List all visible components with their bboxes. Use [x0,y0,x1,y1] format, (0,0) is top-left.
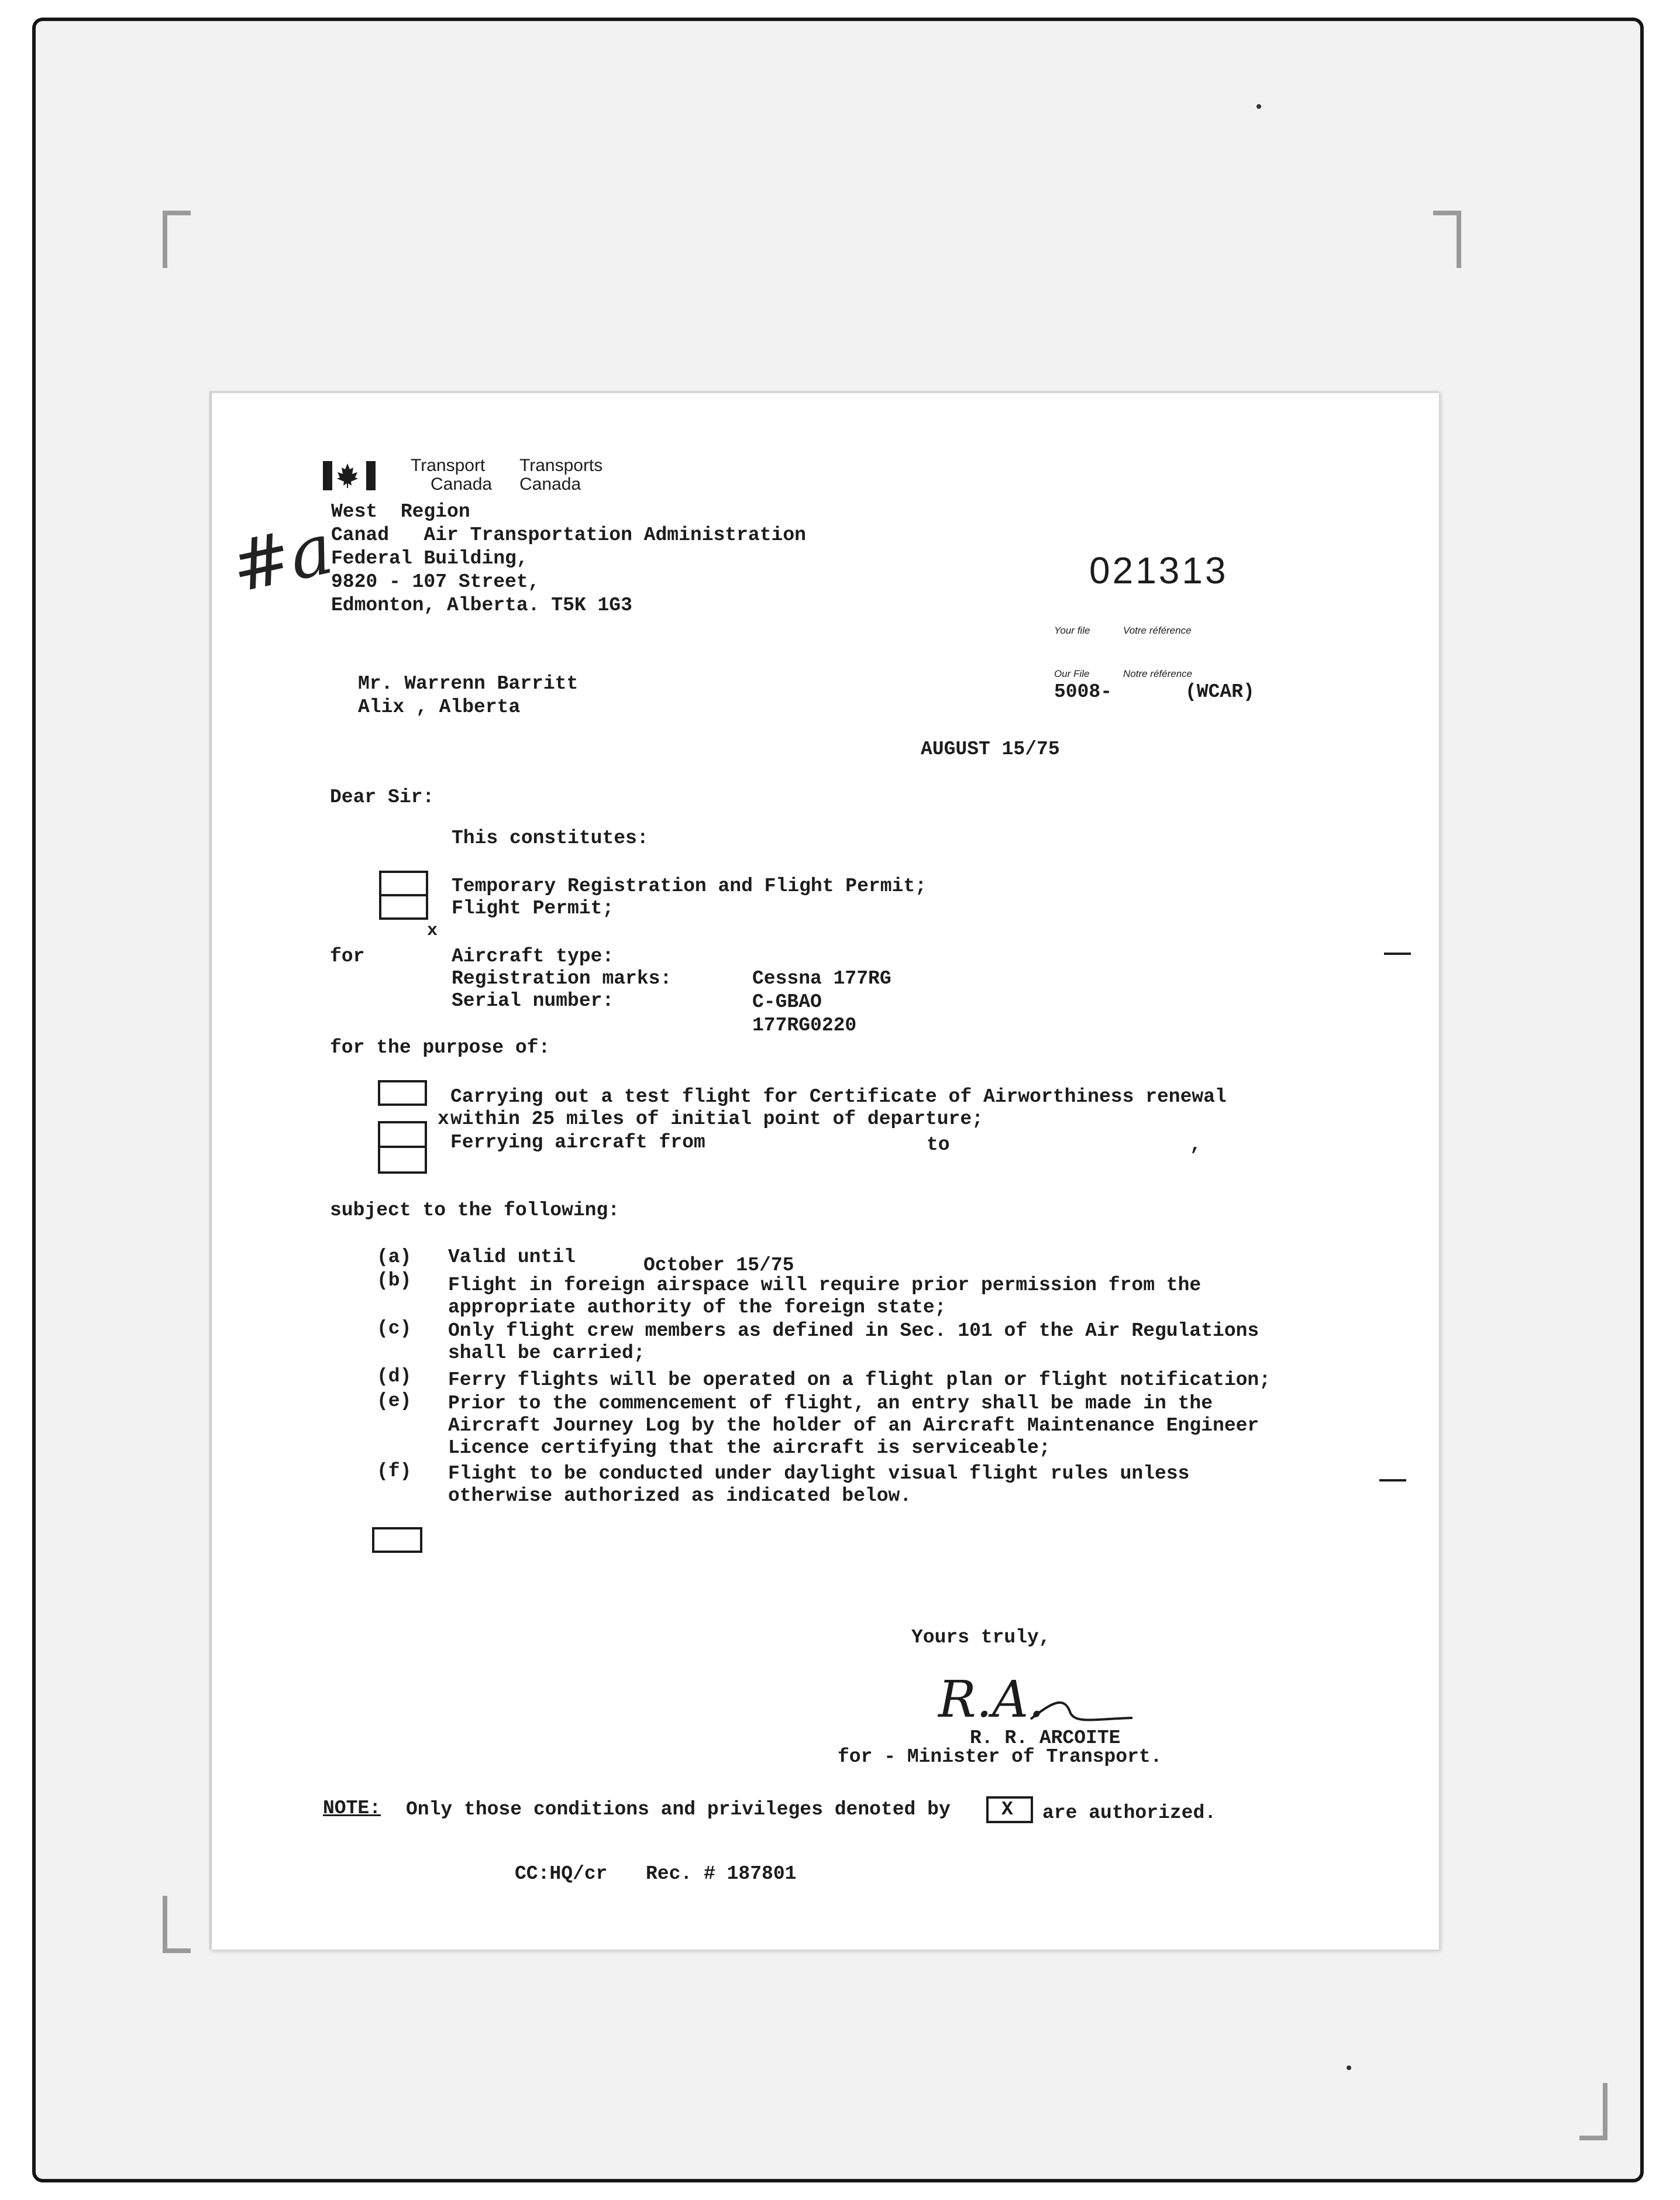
record-number: Rec. # 187801 [646,1863,797,1885]
crop-mark-top-right [1433,211,1461,268]
permit-type-flight: Flight Permit; [452,898,614,919]
serial-number-label: Serial number: [452,990,614,1012]
document-number: 021313 [1089,549,1228,592]
your-file-label: Your file [1054,625,1090,636]
test-flight-text: Carrying out a test flight for Certificate of Airworthiness renewal [450,1086,1227,1108]
condition-letter: (f) [377,1460,412,1482]
condition-text: Only flight crew members as defined in Sec. 101 of the Air Regulations [448,1320,1259,1342]
letter-date: AUGUST 15/75 [921,738,1060,760]
address-line: 9820 - 107 Street, [331,571,540,593]
signer-title: for - Minister of Transport. [838,1746,1162,1768]
ferry-end: , [1190,1134,1202,1156]
cc-line: CC:HQ/cr [515,1863,608,1885]
margin-tick [1384,953,1411,955]
address-line: Canad Air Transportation Administration [331,524,806,546]
condition-text: appropriate authority of the foreign state; [448,1297,946,1318]
our-file-value: 5008- [1054,681,1113,703]
registration-marks-value: C-GBAO [752,991,822,1013]
test-flight-mark: x [438,1108,449,1130]
conditions-label: subject to the following: [330,1199,620,1221]
condition-text: Aircraft Journey Log by the holder of an Aircraft Maintenance Engineer [448,1415,1259,1436]
aircraft-type-label: Aircraft type: [452,946,614,967]
handwritten-mark: #a [224,508,340,609]
our-file-suffix: (WCAR) [1185,681,1255,703]
checkbox-divider [379,894,428,896]
canada-flag-icon [323,461,376,490]
scan-speck [1347,2065,1351,2070]
condition-text: Flight to be conducted under daylight visual flight rules unless [448,1463,1190,1484]
condition-text: Prior to the commencement of flight, an entry shall be made in the [448,1393,1213,1414]
note-marker: X [1001,1799,1013,1820]
org-name-en: Transport [411,456,486,475]
condition-text: Valid until [448,1246,576,1268]
condition-text: Licence certifying that the aircraft is serviceable; [448,1437,1051,1459]
ferry-to-label: to [927,1134,950,1156]
our-file-label: Our File [1054,668,1090,679]
scan-speck [1256,104,1261,109]
valid-until-date: October 15/75 [643,1254,794,1276]
our-file-label-fr: Notre référence [1123,668,1193,679]
crop-mark-bottom-right [1579,2083,1607,2140]
test-flight-text-cont: within 25 miles of initial point of departure; [450,1108,983,1130]
margin-tick [1379,1479,1406,1481]
salutation: Dear Sir: [330,786,435,808]
org-country-en: Canada [431,475,493,494]
recipient-name: Mr. Warrenn Barritt [358,673,579,695]
checkbox-divider [378,1146,427,1148]
org-country-fr: Canada [519,475,581,494]
condition-letter: (a) [377,1246,412,1268]
registration-marks-label: Registration marks: [452,968,672,989]
crop-mark-top-left [163,211,191,268]
signer-name: R. R. ARCOITE [970,1727,1121,1749]
condition-letter: (d) [377,1366,412,1387]
aircraft-type-value: Cessna 177RG [752,968,891,989]
permit-type-temporary: Temporary Registration and Flight Permit; [452,875,927,897]
purpose-label: for the purpose of: [330,1037,550,1058]
condition-letter: (e) [377,1390,412,1412]
condition-letter: (b) [377,1270,412,1291]
address-line: Edmonton, Alberta. T5K 1G3 [331,594,632,616]
ferry-from-label: Ferrying aircraft from [450,1132,705,1153]
condition-letter: (c) [377,1318,412,1339]
your-file-label-fr: Votre référence [1123,625,1192,636]
permit-type-mark: x [427,921,438,941]
signature-flourish [1030,1696,1135,1725]
recipient-location: Alix , Alberta [358,696,521,718]
crop-mark-bottom-left [163,1896,191,1953]
condition-text: shall be carried; [448,1342,645,1364]
note-text: Only those conditions and privileges denoted by [406,1799,951,1820]
condition-text: Flight in foreign airspace will require prior permission from the [448,1274,1202,1296]
note-label: NOTE: [323,1797,381,1819]
condition-text: Ferry flights will be operated on a flight plan or flight notification; [448,1369,1271,1391]
address-line: Federal Building, [331,548,528,569]
note-text-end: are authorized. [1042,1802,1217,1824]
authorization-checkbox [372,1527,422,1553]
intro-text: This constitutes: [452,827,649,849]
test-flight-checkbox [378,1080,427,1106]
signature: R.A. [938,1670,1045,1729]
for-label: for [330,946,365,967]
serial-number-value: 177RG0220 [752,1015,857,1036]
condition-text: otherwise authorized as indicated below. [448,1485,912,1507]
address-line: West Region [331,501,470,522]
sign-off: Yours truly, [911,1627,1051,1648]
org-name-fr: Transports [519,456,603,475]
